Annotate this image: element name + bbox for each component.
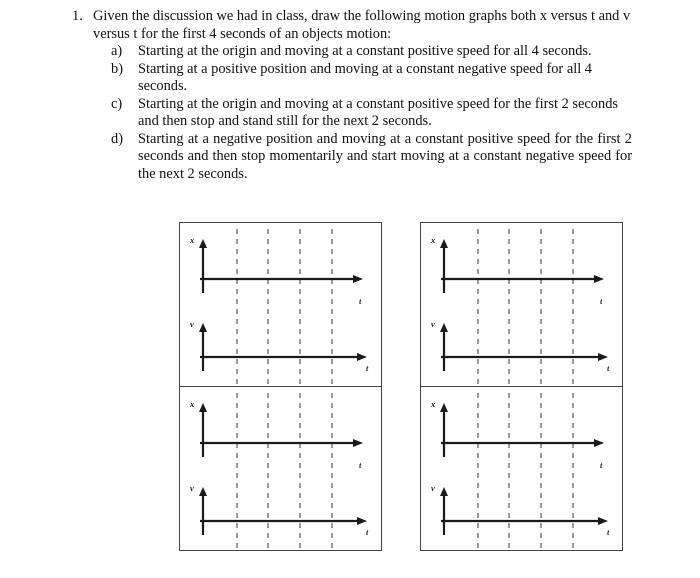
axes-canvas bbox=[421, 387, 624, 552]
t-axis-label: t bbox=[359, 296, 362, 306]
t-axis-label: t bbox=[607, 527, 610, 537]
question-parts bbox=[111, 43, 632, 183]
graph-box-top-left bbox=[179, 222, 382, 387]
x-axis-label: x bbox=[190, 235, 195, 245]
x-vs-t-axes bbox=[189, 235, 363, 306]
right-arrow-icon bbox=[353, 439, 363, 447]
question-intro: Given the discussion we had in class, draw the following motion graphs both x versus t and v versus t for the first 4 seconds of an objects motion: bbox=[93, 8, 631, 42]
x-axis-label: x bbox=[431, 399, 436, 409]
right-arrow-icon bbox=[357, 353, 367, 361]
right-arrow-icon bbox=[598, 353, 608, 361]
t-axis-label: t bbox=[600, 460, 603, 470]
up-arrow-icon bbox=[199, 487, 207, 496]
graph-box-top-right bbox=[420, 222, 623, 387]
axes-canvas bbox=[180, 387, 383, 552]
x-axis-label: x bbox=[431, 235, 436, 245]
graph-box-bottom-right bbox=[420, 386, 623, 551]
up-arrow-icon bbox=[440, 487, 448, 496]
v-vs-t-axes bbox=[190, 483, 369, 537]
up-arrow-icon bbox=[199, 323, 207, 332]
part-text: Starting at a positive position and moving at a constant negative speed for all 4 seconds. bbox=[138, 60, 593, 94]
v-vs-t-axes bbox=[190, 319, 369, 373]
up-arrow-icon bbox=[199, 403, 207, 412]
v-axis-label: v bbox=[190, 319, 194, 329]
question-number: 1. bbox=[72, 8, 83, 24]
x-vs-t-axes bbox=[430, 399, 604, 470]
part-a bbox=[111, 43, 632, 61]
t-axis-label: t bbox=[366, 527, 369, 537]
x-axis-label: x bbox=[190, 399, 195, 409]
part-text: Starting at the origin and moving at a constant positive speed for the first 2 seconds and then stop and stand still for the next 2 seconds. bbox=[138, 95, 618, 129]
x-vs-t-axes bbox=[189, 399, 363, 470]
up-arrow-icon bbox=[440, 239, 448, 248]
right-arrow-icon bbox=[357, 517, 367, 525]
axes-canvas bbox=[180, 223, 383, 388]
part-letter: d) bbox=[111, 130, 123, 147]
v-vs-t-axes bbox=[431, 319, 610, 373]
up-arrow-icon bbox=[199, 239, 207, 248]
part-text: Starting at a negative position and moving at a constant positive speed for the first 2 seconds and then stop momentarily and start moving at a constant negative speed for the next 2 seconds. bbox=[138, 130, 632, 182]
v-axis-label: v bbox=[431, 319, 435, 329]
up-arrow-icon bbox=[440, 323, 448, 332]
right-arrow-icon bbox=[594, 439, 604, 447]
question bbox=[72, 8, 632, 183]
part-b bbox=[111, 61, 632, 96]
part-letter: b) bbox=[111, 60, 123, 77]
question-stem bbox=[72, 8, 632, 43]
v-vs-t-axes bbox=[431, 483, 610, 537]
v-axis-label: v bbox=[431, 483, 435, 493]
x-vs-t-axes bbox=[430, 235, 604, 306]
right-arrow-icon bbox=[598, 517, 608, 525]
right-arrow-icon bbox=[594, 275, 604, 283]
graph-box-bottom-left bbox=[179, 386, 382, 551]
t-axis-label: t bbox=[607, 363, 610, 373]
part-letter: a) bbox=[111, 43, 123, 59]
part-text: Starting at the origin and moving at a constant positive speed for all 4 seconds. bbox=[138, 43, 592, 59]
axes-canvas bbox=[421, 223, 624, 388]
right-arrow-icon bbox=[353, 275, 363, 283]
part-d bbox=[111, 131, 632, 184]
t-axis-label: t bbox=[600, 296, 603, 306]
t-axis-label: t bbox=[366, 363, 369, 373]
part-letter: c) bbox=[111, 95, 123, 112]
up-arrow-icon bbox=[440, 403, 448, 412]
t-axis-label: t bbox=[359, 460, 362, 470]
v-axis-label: v bbox=[190, 483, 194, 493]
part-c bbox=[111, 96, 632, 131]
